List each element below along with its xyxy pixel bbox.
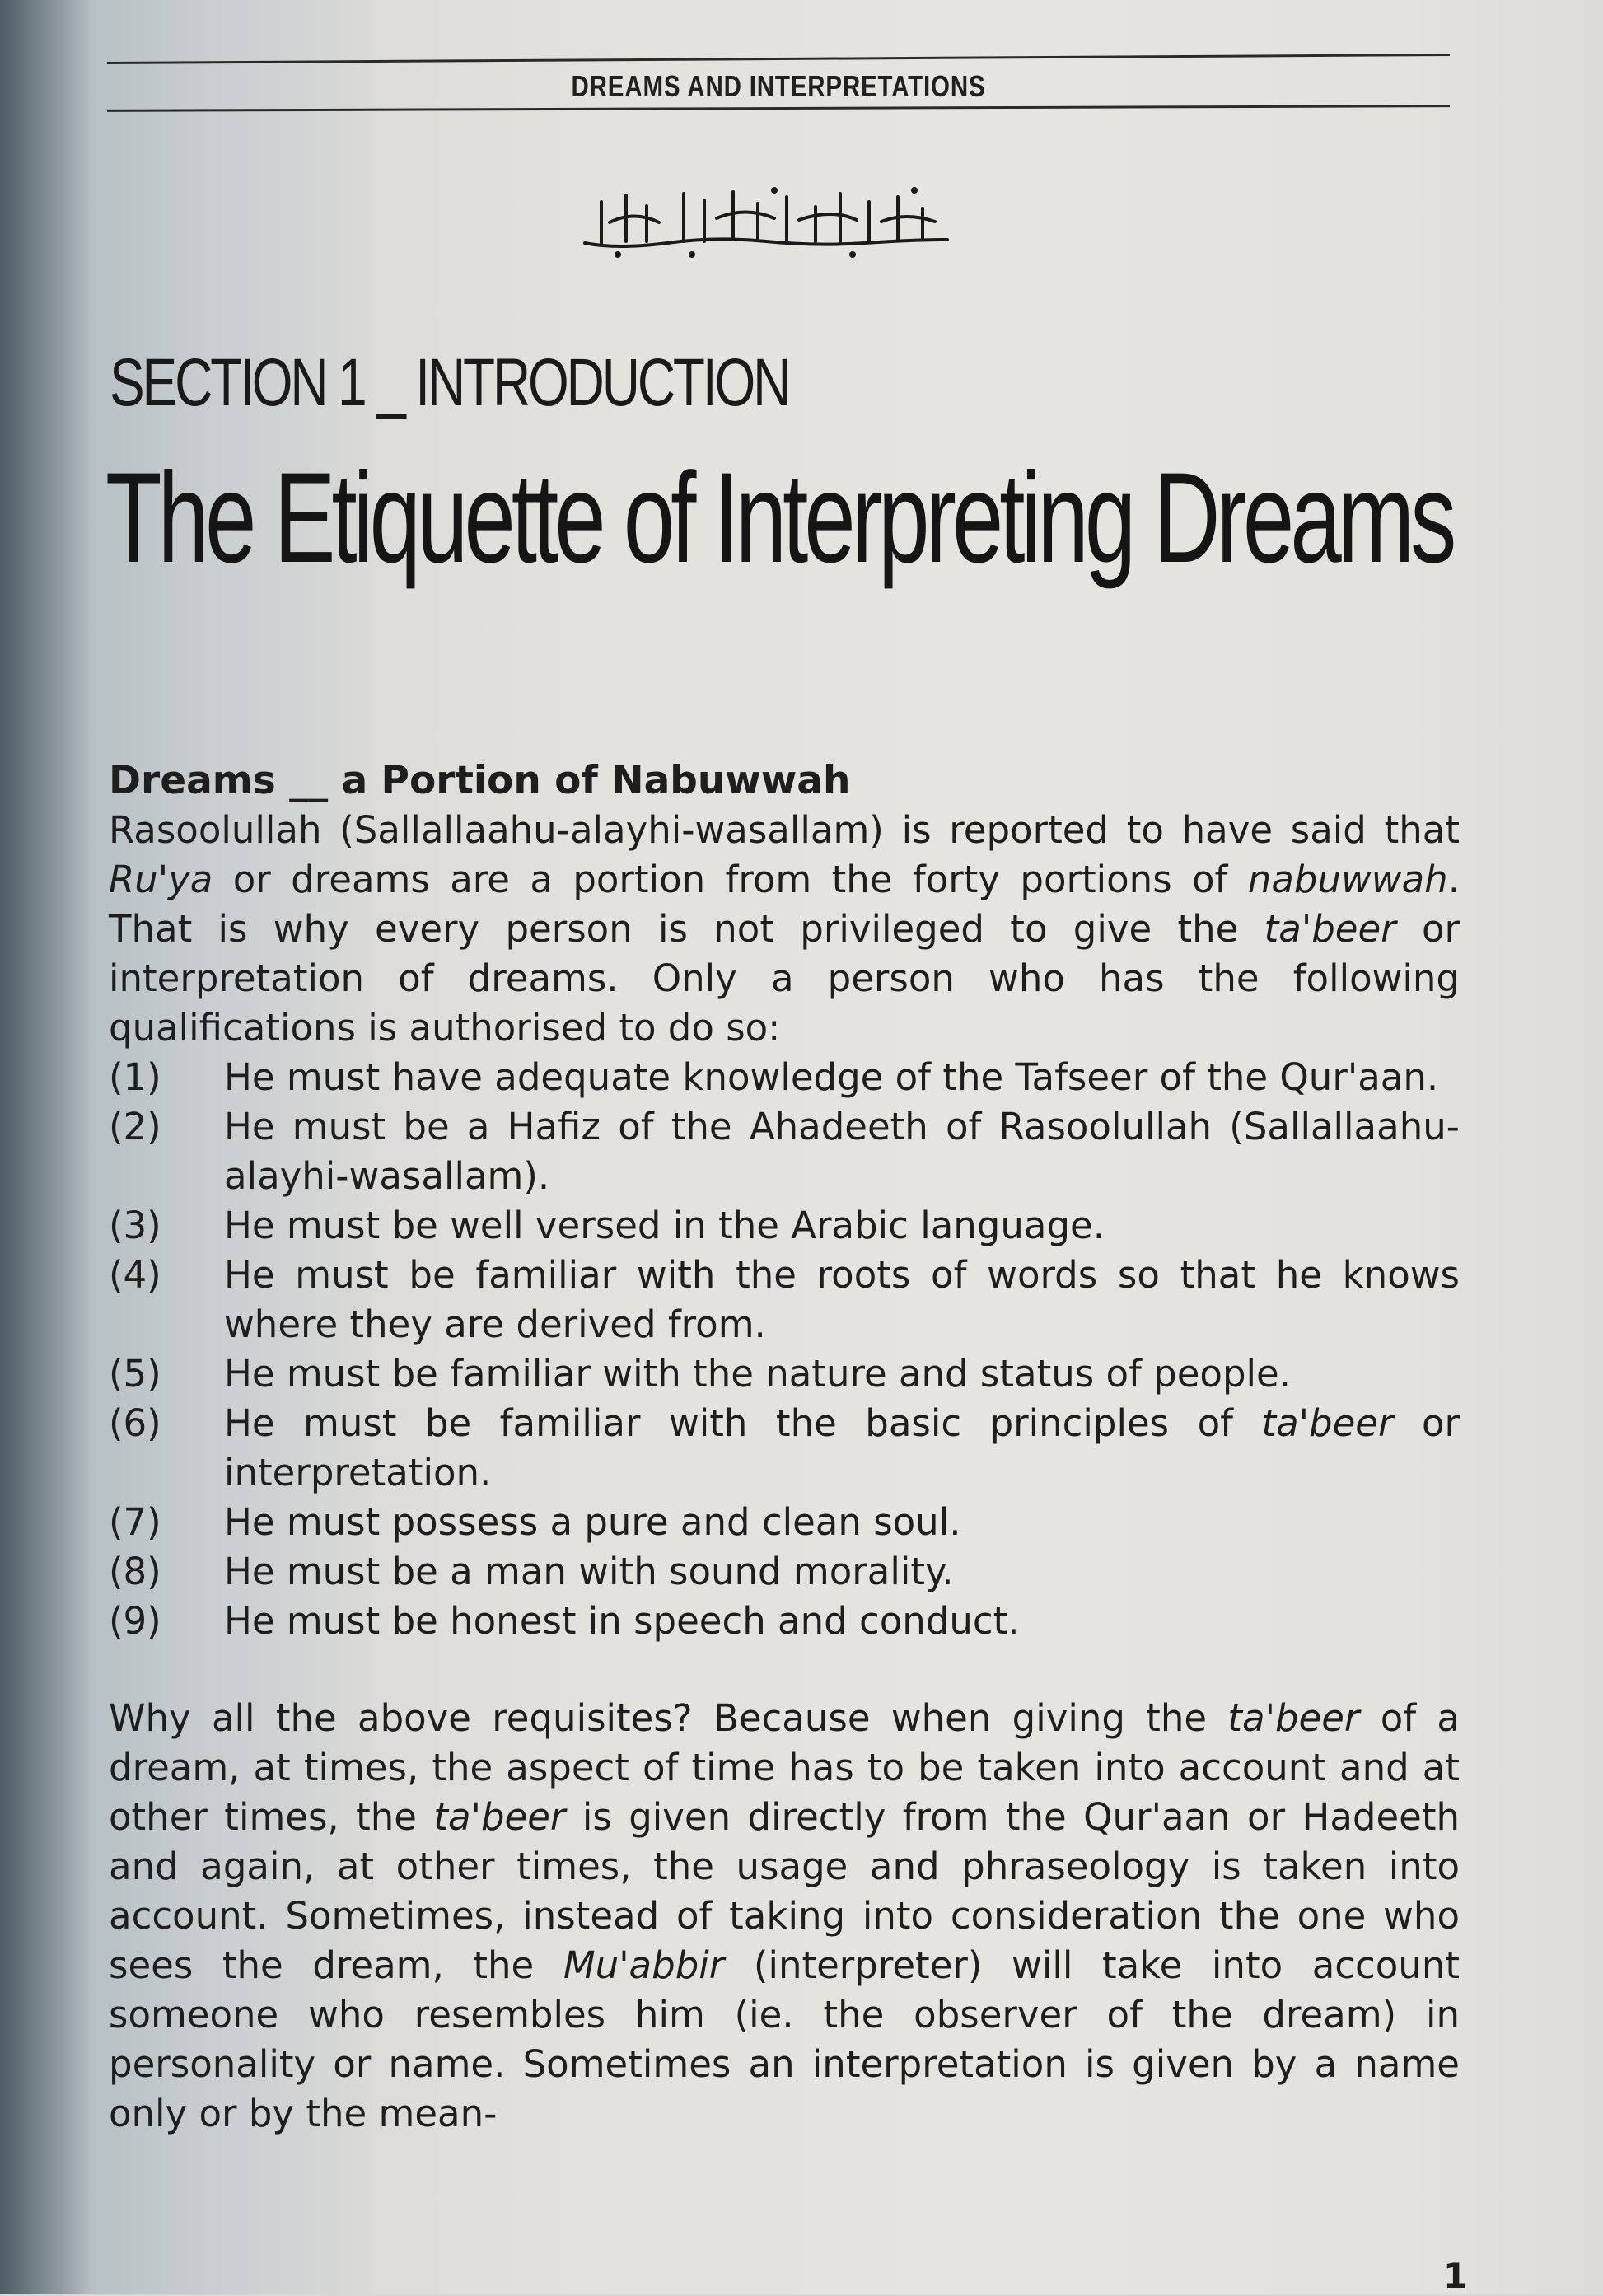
item-text: He must be well versed in the Arabic language. [224, 1204, 1105, 1247]
closing-text-2: of a dream, at times, the aspect of time has to be taken into account and at other times, the [109, 1696, 1460, 1839]
intro-text-2: or dreams are a portion from the forty portions of [213, 858, 1248, 901]
section-label: SECTION 1 _ INTRODUCTION [110, 345, 789, 420]
item-text: He must possess a pure and clean soul. [224, 1500, 961, 1544]
closing-text-4: (interpreter) will take into account someone who resembles him (ie. the observer of the dream) in personality or name. Sometimes an interpretation is given by a name only or by the mean- [109, 1943, 1460, 2135]
item-number: (4) [109, 1253, 161, 1297]
intro-text-1: Rasoolullah (Sallallaahu-alayhi-wasallam) is reported to have said that [109, 808, 1460, 852]
closing-text-1: Why all the above requisites? Because when giving the [109, 1696, 1228, 1740]
body-text [109, 756, 1460, 2139]
running-head: DREAMS AND INTERPRETATIONS [571, 69, 986, 103]
intro-paragraph [109, 806, 1460, 1053]
list-item [109, 1597, 1460, 1646]
item-number: (1) [109, 1055, 161, 1099]
item-text-part: He must be familiar with the basic principles of [224, 1401, 1262, 1445]
term-tabeer: ta'beer [433, 1795, 566, 1839]
page-title: The Etiquette of Interpreting Dreams [105, 447, 1453, 590]
list-item [109, 1399, 1460, 1498]
item-text: He must be a man with sound morality. [224, 1550, 954, 1593]
item-number: (3) [109, 1204, 161, 1247]
list-item [109, 1053, 1460, 1102]
item-number: (2) [109, 1105, 161, 1148]
term-nabuwwah: nabuwwah [1247, 858, 1448, 901]
page-header [107, 51, 1450, 125]
header-rule-top [107, 54, 1450, 64]
item-text: He must be a Hafiz of the Ahadeeth of Rasoolullah (Sallallaahu-alayhi-wasallam). [224, 1105, 1460, 1198]
list-item [109, 1349, 1460, 1399]
page-number: 1 [1443, 2256, 1468, 2296]
bismillah-text: بسم الله الرحمن الرحيم [568, 185, 577, 186]
list-item [109, 1201, 1460, 1251]
item-number: (5) [109, 1352, 161, 1396]
intro-text-4: or interpretation of dreams. Only a person who has the following qualifications is authorised to do so: [109, 907, 1460, 1050]
bismillah-calligraphy [568, 185, 964, 260]
item-text-part: or interpretation. [224, 1401, 1460, 1494]
item-text [224, 1399, 1460, 1498]
term-tabeer: ta'beer [1264, 907, 1396, 951]
qualifications-list [109, 1053, 1460, 1646]
subheading: Dreams __ a Portion of Nabuwwah [109, 758, 851, 803]
closing-paragraph [109, 1694, 1460, 2139]
binding-shadow [0, 0, 91, 2294]
intro-text-3: . That is why every person is not privileged to give the [109, 858, 1460, 951]
item-number: (8) [109, 1550, 161, 1593]
list-item [109, 1102, 1460, 1201]
item-text: He must be familiar with the roots of words so that he knows where they are derived from. [224, 1253, 1460, 1346]
term-tabeer: ta'beer [1227, 1696, 1360, 1740]
list-item [109, 1251, 1460, 1349]
item-text: He must have adequate knowledge of the Tafseer of the Qur'aan. [224, 1055, 1439, 1099]
header-rule-bottom [107, 105, 1450, 112]
list-item [109, 1498, 1460, 1547]
item-text: He must be honest in speech and conduct. [224, 1599, 1020, 1643]
term-ruya: Ru'ya [109, 858, 213, 901]
item-text: He must be familiar with the nature and status of people. [224, 1352, 1292, 1396]
item-number: (7) [109, 1500, 161, 1544]
term-muabbir: Mu'abbir [563, 1943, 725, 1987]
list-item [109, 1547, 1460, 1597]
term-tabeer: ta'beer [1261, 1401, 1394, 1445]
item-number: (6) [109, 1401, 161, 1445]
closing-text-3: is given directly from the Qur'aan or Hadeeth and again, at other times, the usage and phraseology is taken into account. Sometimes, instead of taking into consideration the one who sees the dream, the [109, 1795, 1460, 1987]
item-number: (9) [109, 1599, 161, 1643]
